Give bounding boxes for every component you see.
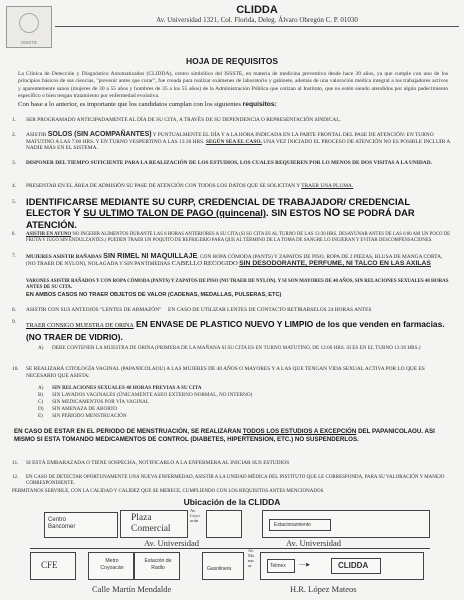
- sub-text: SIN PERIODO MENSTRUACIÓN: [52, 413, 127, 419]
- clidda-label: CLIDDA: [338, 561, 369, 570]
- note-a: EN CASO DE ESTAR EN EL PERIODO DE MENSTRUACIÓN, SE REALIZARAN: [14, 428, 242, 435]
- calle-martin-label: Calle Martín Mendalde: [92, 584, 172, 594]
- centro-bancomer-block: [44, 512, 118, 538]
- cfe-label: CFE: [41, 560, 58, 570]
- req7-d: CABELLO RECOGIDO: [171, 259, 238, 267]
- note-c: DEL PAPANICOLAOU. ASI MISMO SI ESTA TOMANDO MEDICAMENTOS DE CONTROL (DIABETES, HIPERTENSION, ETC.) NO SUSPENDERLOS.: [14, 428, 435, 443]
- clidda-box: [331, 558, 381, 574]
- req7-f: VARONES ASISTIR BAÑADOS Y CON ROPA CÓMODA (PANTS) Y ZAPATOS DE PISO (NO TRAER DE NYLON). Y SI SON MAYORES DE 40 AÑOS, SIN RELACIONES SEXUALES 48 HORAS ANTES DE SU CITA.: [26, 279, 449, 290]
- requirement-text: SE REALIZARÁ CITOLOGÍA VAGINAL (PAPANICOLAOU) A LAS MUJERES DE 40 AÑOS O MAYORES Y A LAS QUE TENGAN VIDA SEXUAL ACTIVA POR LO QUE ES NECESARIO QUE ASISTA:: [26, 366, 425, 379]
- cfe-block: [30, 552, 76, 580]
- requirement-text: [26, 196, 452, 230]
- requirement-text: [26, 183, 452, 190]
- sub-text: SIN LAVADOS VAGINALES (ÚNICAMENTE ASEO EXTERNO NORMAL, NO INTERNO): [52, 392, 253, 398]
- metro-block: [88, 552, 134, 580]
- req7-e: SIN DESODORANTE, PERFUME, NI TALCO EN LAS AXILAS: [239, 259, 431, 267]
- telmex-box: [267, 559, 295, 573]
- requirement-9-sub-a: [38, 345, 452, 352]
- map-title: Ubicación de la CLIDDA: [183, 497, 281, 507]
- requirement-number: 9.: [12, 319, 17, 325]
- sub-text: SIN AMENAZA DE ABORTO: [52, 406, 118, 412]
- estacion-radio-label: Estación de Radio: [144, 558, 172, 571]
- requirement-text: SER PROGRAMADO ANTICIPADAMENTE AL DÍA DE SU CITA, A TRAVÉS DE SU DEPENDENCIA O REPRESENTACIÓN SINDICAL.: [26, 117, 341, 123]
- clidda-block: [260, 552, 424, 580]
- centro-bancomer-label: Centro Bancomer: [48, 517, 76, 530]
- req2-part-a: ASISTIR: [26, 132, 47, 138]
- sub-label: B): [38, 392, 44, 398]
- requirement-text: [26, 232, 452, 244]
- requirement-number: 8.: [12, 307, 17, 313]
- req6-lead: ASISTIR EN AYUNO: [26, 232, 72, 237]
- requirement-text: [26, 319, 452, 342]
- arrow-icon: ──▶: [299, 562, 310, 568]
- telmex-label: Telmex: [270, 563, 286, 569]
- estacionamiento-sign: [269, 519, 331, 531]
- requirement-text: SI ESTÁ EMBARAZADA O TIENE SOSPECHA, NOTIFICARLO A LA ENFERMERA AL INICIAR SUS ESTUDIOS: [26, 460, 290, 466]
- av-coyoacan-label: Av. Coyoacán: [190, 508, 200, 523]
- location-map: [0, 508, 464, 600]
- metro-label: Metro Coyoacán: [100, 558, 124, 571]
- estacionamiento-label: Estacionamiento: [274, 522, 311, 528]
- av-manacar-label: Av. Manacar: [248, 548, 255, 568]
- req5-y: Y: [73, 207, 81, 219]
- requirement-number: 4.: [12, 183, 17, 189]
- req7-a: MUJERES ASISTIR BAÑADAS: [26, 254, 102, 260]
- req7-g: EN AMBOS CASOS NO TRAER OBJETOS DE VALOR (CADENAS, MEDALLAS, PULSERAS, ETC): [26, 292, 282, 298]
- requirement-number: 3.: [12, 160, 17, 166]
- sub-text: SIN RELACIONES SEXUALES 48 HORAS PREVIAS A SU CITA: [52, 385, 202, 391]
- closing-note: PERMITANOS SERVIRLE, CON LA CALIDAD Y CALIDEZ QUE SE MERECE, CUMPLIENDO CON LOS REQUISITOS ANTES MENCIONADOS: [12, 489, 324, 494]
- note-b: TODOS LOS ESTUDIOS A EXCEPCIÓN: [242, 428, 357, 435]
- av-universidad-label-1: Av. Universidad: [144, 538, 200, 548]
- req8-b: EN CASO DE UTILIZAR LENTES DE CONTACTO RETIRARSELOS 24 HORAS ANTES: [168, 307, 372, 313]
- av-universidad-label-2: Av. Universidad: [286, 538, 342, 548]
- req4-pluma: TRAER UNA PLUMA.: [301, 183, 354, 189]
- req5-b: SU ULTIMO TALON DE PAGO (quincenal): [83, 207, 266, 218]
- intro-paragraph: La Clínica de Detección y Diagnóstico Automatizados (CLIDDA), centro simbólico del ISSSTE, en materia de medicina preventiva desde hace 39 años, ya que cumple con uno de los principios básicos de sus ciencias, "prevenir antes que curar", fue creada para realizar exámenes de laboratorio y gabinete, además de una valoración médica integral a los trabajadores activos y aparentemente sanos (mujeres de 30 a 55 años y hombres de 35 a los 55 años) de la Administración Pública que cotizan al Instituto, que no estén siendo atendidos por algún padecimiento específico o bien tengan tratamiento por enfermedad evolutiva.: [18, 71, 448, 99]
- req9-c: (NO TRAER DE VIDRIO).: [26, 331, 123, 342]
- sub-label: E): [38, 413, 43, 419]
- requirement-10-sub: [38, 385, 452, 392]
- av-universidad-line: [30, 548, 430, 549]
- requirement-number: 10.: [12, 366, 19, 372]
- block-top-middle: [206, 510, 242, 538]
- req4-text: PRESENTAR EN EL ÁREA DE ADMISIÓN SU PASE DE ATENCIÓN CON TODOS LOS DATOS QUE SE SOLICITAN Y: [26, 183, 301, 189]
- req7-b: SIN RIMEL NI MAQUILLAJE: [103, 251, 198, 260]
- header-divider: [55, 26, 459, 27]
- gasolinera-label: Gasolinera: [207, 566, 232, 572]
- req5-a: IDENTIFICARSE MEDIANTE SU CURP, CREDENCIAL DE TRABAJADOR/ CREDENCIAL ELECTOR: [26, 196, 410, 218]
- plaza-comercial-label: Plaza Comercial: [131, 513, 171, 534]
- requirement-10-sub: [38, 392, 452, 399]
- req5-c: . SIN ESTOS: [266, 207, 322, 218]
- header-address: Av. Universidad 1321, Col. Florida, Deleg. Álvaro Obregón C. P. 01030: [156, 16, 358, 24]
- page-title: HOJA DE REQUISITOS: [185, 56, 279, 66]
- req9-b: EN ENVASE DE PLASTICO NUEVO Y LIMPIO de los que venden en farmacias.: [136, 319, 445, 329]
- req2-segun: SEGÚN SEA EL CASO.: [205, 138, 262, 145]
- requirements-word: requisitos:: [242, 101, 277, 108]
- requirement-number: 5.: [12, 199, 17, 205]
- req5-d: SE PODRÁ DAR ATENCIÓN.: [26, 207, 415, 230]
- hr-lopez-label: H.R. López Mateos: [290, 584, 357, 594]
- requirement-text: EN CASO DE DETECTAR OPORTUNAMENTE UNA NUEVA ENFERMEDAD, ASISTIR A LA UNIDAD MÉDICA DEL INSTITUTO QUE LE CORRESPONDA, PARA SU VALORACIÓN Y MANEJO CORRESPONDIENTE.: [26, 475, 445, 487]
- sub-text: DEBE CONTENER LA MUESTRA DE ORINA (PRIMERA DE LA MAÑANA SI SU CITA ES EN TURNO MATUTINO, DE 12:00 HRS. SI ES EN EL TURNO 13:30 HRS.): [52, 345, 421, 351]
- issste-emblem-icon: [19, 13, 39, 33]
- requirement-10-sub: [38, 406, 452, 413]
- req9-a: TRAER CONSIGO MUESTRA DE ORINA: [26, 323, 134, 329]
- requirement-number: 11.: [12, 460, 19, 466]
- requirement-text: DISPONER DEL TIEMPO SUFICIENTE PARA LA REALIZACIÓN DE LOS ESTUDIOS, LOS CUALES REQUIEREN POR LO MENOS DE DOS VISITAS A LA UNIDAD.: [26, 160, 432, 166]
- req5-no: NO: [323, 207, 341, 219]
- logo-text: ISSSTE: [20, 40, 37, 45]
- gasolinera-block: [202, 552, 244, 580]
- requirement-number: 1.: [12, 117, 17, 123]
- sub-label: A): [38, 385, 44, 391]
- requirement-10-sub: [38, 399, 452, 406]
- requirement-number: 2.: [12, 132, 17, 138]
- plaza-comercial-block: [120, 510, 188, 538]
- req6-text: NO INGERIR ALIMENTOS DURANTE LAS 8 HORAS ANTERIORES A SU CITA (SI SU CITA ES AL TURNO DE LAS 13:30 HRS. DESAYUNAR ANTES DE LAS 6:00 AM UN POCO DE FRUTA Y JUGO SIN ENDULZANTES.) PUEDEN TRAER UN POQUITO DE REFRIGERIO PARA QUE AL TÉRMINO DE LA TOMA DE SANGRE LO INGIERAN Y EVITAR DESCOMPENSACIONES.: [26, 232, 451, 243]
- header-title: CLIDDA: [236, 4, 278, 16]
- requirement-number: 12.: [12, 475, 19, 480]
- estacionamiento-block: [262, 510, 430, 538]
- req7-c: , CON ROPA CÓMODA (PANTS) Y ZAPATOS DE PISO, ROPA DE 2 PIEZAS, BLUSA DE MANGA CORTA, (NO TRAER DE NYLON), NOLAGADA Y SIN PANTIMEDIAS: [26, 254, 443, 267]
- menstruation-note: [14, 428, 450, 443]
- requirement-text: [26, 132, 452, 152]
- intro-requirements: [18, 101, 448, 108]
- requirements-lead: Con base a lo anterior, es importante que los candidatos cumplan con los siguientes: [18, 101, 241, 108]
- requirement-10-sub: [38, 413, 452, 420]
- sub-label: A): [38, 345, 44, 351]
- issste-logo: [6, 6, 52, 48]
- sub-label: D): [38, 406, 44, 412]
- req2-part-c: UNA VEZ INICIADO EL PROCESO DE ATENCIÓN NO ES POSIBLE INCLUIR A NADIE MÁS EN EL SISTEMA.: [26, 138, 450, 152]
- req2-solos: SOLOS (SIN ACOMPAÑANTES): [47, 131, 152, 138]
- requirement-text: [26, 307, 452, 314]
- requirement-number: 6.: [12, 232, 16, 237]
- sub-text: SIN MEDICAMENTOS POR VÍA VAGINAL: [52, 399, 150, 405]
- requirement-number: 7.: [12, 253, 17, 259]
- req8-a: ASISTIR CON SUS ANTEOJOS "LENTES DE ARMAZÓN": [26, 307, 162, 313]
- requirement-text: [26, 253, 452, 267]
- sub-label: C): [38, 399, 44, 405]
- estacion-radio-block: [134, 552, 180, 580]
- req2-part-b: Y PUNTUALMENTE EL DÍA Y A LA HORA INDICADA EN LA PARTE FRONTAL DEL PASE DE ATENCIÓN: EN TURNO MATUTINO A LAS 7:00 HRS. Y EN TURNO VESPERTINO A LAS 13:30 HRS.: [26, 132, 434, 145]
